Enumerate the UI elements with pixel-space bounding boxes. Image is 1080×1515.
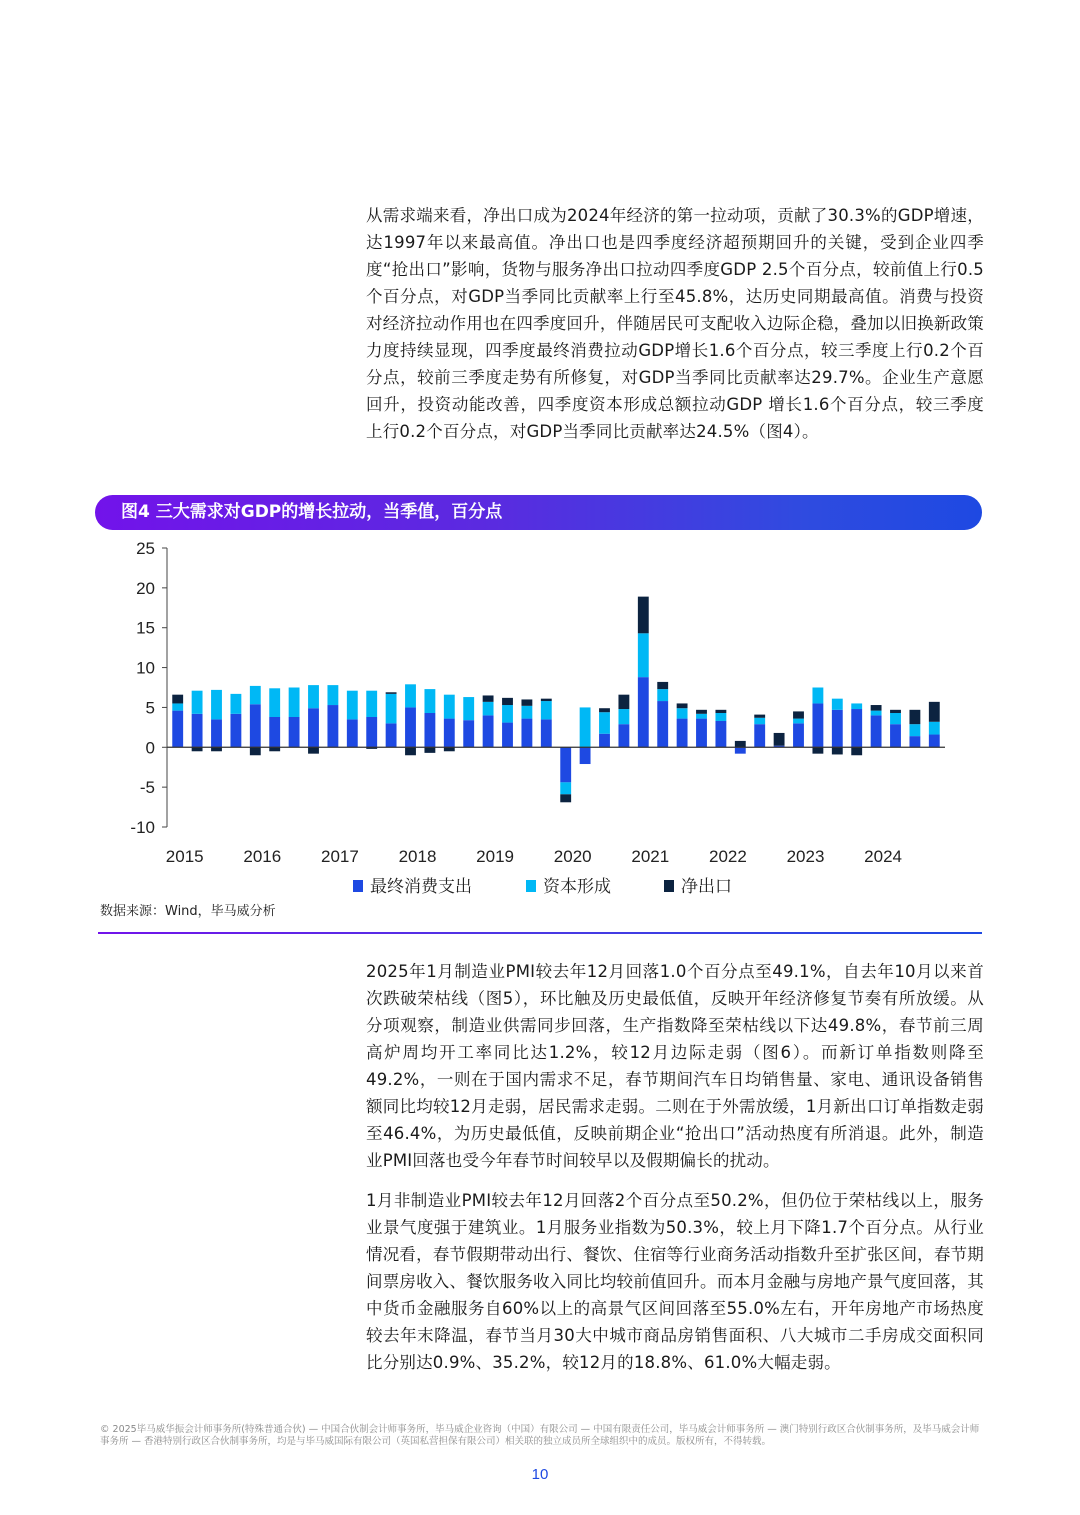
- legend-label-1: 资本形成: [543, 877, 611, 896]
- bar-2019Q4-series-0: [541, 719, 552, 747]
- bar-2024Q4-series-2: [929, 702, 940, 722]
- bar-2022Q1-series-2: [715, 710, 726, 713]
- bar-2018Q3-series-1: [444, 695, 455, 719]
- paragraph-demand: 从需求端来看，净出口成为2024年经济的第一拉动项，贡献了30.3%的GDP增速，达1997年以来最高值。净出口也是四季度经济超预期回升的关键，受到企业四季度“抢出口”影响，货物与服务净出口拉动四季度GDP 2.5个百分点，较前值上行0.5个百分点，对GDP当季同比贡献率上行至45.8%，达历史同期最高值。消费与投资对经济拉动作用也在四季度回升，伴随居民可支配收入边际企稳，叠加以旧换新政策力度持续显现，四季度最终消费拉动GDP增长1.6个百分点，较三季度上行0.2个百分点，较前三季度走势有所修复，对GDP当季同比贡献率达29.7%。企业生产意愿回升，投资动能改善，四季度资本形成总额拉动GDP 增长1.6个百分点，较三季度上行0.2个百分点，对GDP当季同比贡献率达24.5%（图4）。: [366, 206, 984, 441]
- bar-2016Q3-series-1: [289, 688, 300, 717]
- bar-2019Q2-series-2: [502, 698, 513, 705]
- bar-2024Q2-series-1: [890, 713, 901, 724]
- x-tick-label: 2016: [243, 847, 282, 866]
- bar-2024Q3-series-2: [909, 710, 920, 724]
- bar-2019Q1-series-2: [483, 695, 494, 701]
- bar-2024Q4-series-0: [929, 735, 940, 748]
- bar-2015Q2-series-0: [192, 714, 203, 747]
- bar-2022Q3-series-1: [754, 718, 765, 724]
- x-tick-label: 2015: [165, 847, 204, 866]
- bar-2022Q2-series-2: [735, 741, 746, 747]
- paragraph-non-manufacturing-pmi: 1月非制造业PMI较去年12月回落2个百分点至50.2%，但仍位于荣枯线以上，服务业景气度强于建筑业。1月服务业指数为50.3%，较上月下降1.7个百分点。从行业情况看，春节假期带动出行、餐饮、住宿等行业商务活动指数升至扩张区间，春节期间票房收入、餐饮服务收入同比均较前值回升。而本月金融与房地产景气度回落，其中货币金融服务自60%以上的高景气区间回落至55.0%左右，开年房地产市场热度较去年末降温，春节当月30大中城市商品房销售面积、八大城市二手房成交面积同比分别达0.9%、35.2%，较12月的18.8%、61.0%大幅走弱。: [366, 1191, 984, 1372]
- bar-2017Q3-series-0: [366, 717, 377, 747]
- bar-2015Q4-series-1: [230, 694, 241, 714]
- bar-2016Q2-series-0: [269, 717, 280, 747]
- paragraph-manufacturing-pmi: 2025年1月制造业PMI较去年12月回落1.0个百分点至49.1%，自去年10月以来首次跌破荣枯线（图5），环比触及历史最低值，反映开年经济修复节奏有所放缓。从分项观察，制造业供需同步回落，生产指数降至荣枯线以下达49.8%，春节前三周高炉周均开工率同比达1.2%，较12月边际走弱（图6）。而新订单指数则降至49.2%，一则在于国内需求不足，春节期间汽车日均销售量、家电、通讯设备销售额同比均较12月走弱，居民需求走弱。二则在于外需放缓，1月新出口订单指数走弱至46.4%，为历史最低值，反映前期企业“抢出口”活动热度有所消退。此外，制造业PMI回落也受今年春节时间较早以及假期偏长的扰动。: [366, 962, 984, 1170]
- bar-2016Q4-series-2: [308, 747, 319, 753]
- bar-2023Q3-series-0: [832, 710, 843, 747]
- bar-2021Q3-series-0: [677, 719, 688, 748]
- page-number: 10: [531, 1466, 549, 1483]
- bar-2020Q4-series-2: [618, 695, 629, 709]
- bar-2019Q1-series-1: [483, 702, 494, 716]
- bar-2018Q2-series-2: [424, 747, 435, 753]
- bar-2019Q3-series-1: [521, 706, 532, 719]
- bar-2017Q2-series-0: [347, 719, 358, 747]
- bar-2023Q1-series-1: [793, 719, 804, 724]
- bar-2018Q2-series-1: [424, 689, 435, 713]
- bar-2015Q3-series-1: [211, 690, 222, 719]
- bar-2017Q3-series-1: [366, 691, 377, 717]
- bar-2023Q4-series-0: [851, 709, 862, 747]
- bar-2018Q2-series-0: [424, 713, 435, 747]
- x-tick-label: 2019: [476, 847, 515, 866]
- bar-2015Q2-series-1: [192, 691, 203, 714]
- bar-2021Q3-series-2: [677, 703, 688, 708]
- bar-2019Q3-series-0: [521, 719, 532, 748]
- y-tick-label: -10: [130, 818, 155, 837]
- bar-2020Q3-series-2: [599, 708, 610, 712]
- figure-source: 数据来源：Wind，毕马威分析: [100, 904, 276, 919]
- bar-2018Q4-series-1: [463, 697, 474, 720]
- bar-2024Q1-series-1: [871, 711, 882, 716]
- bar-2024Q2-series-0: [890, 724, 901, 747]
- y-tick-label: 10: [136, 658, 155, 678]
- bar-2016Q1-series-0: [250, 704, 261, 747]
- bar-2017Q1-series-0: [327, 705, 338, 747]
- legend-swatch-1: [526, 880, 536, 892]
- bar-2022Q3-series-2: [754, 715, 765, 718]
- bar-2021Q1-series-1: [638, 633, 649, 677]
- bar-2019Q2-series-1: [502, 705, 513, 723]
- bar-2024Q1-series-2: [871, 705, 882, 711]
- bar-2020Q2-series-0: [580, 747, 591, 764]
- bar-2019Q4-series-1: [541, 701, 552, 719]
- bar-2021Q4-series-2: [696, 710, 707, 714]
- bar-2020Q4-series-0: [618, 724, 629, 747]
- section-divider: [98, 932, 982, 934]
- legend-label-2: 净出口: [681, 877, 732, 896]
- bar-2021Q2-series-1: [657, 689, 668, 701]
- bar-2016Q1-series-2: [250, 747, 261, 755]
- bar-2015Q4-series-0: [230, 714, 241, 747]
- x-tick-label: 2018: [398, 847, 437, 866]
- x-tick-label: 2021: [631, 847, 670, 866]
- bar-2024Q1-series-0: [871, 715, 882, 747]
- bar-2020Q4-series-1: [618, 709, 629, 724]
- bar-2016Q4-series-1: [308, 685, 319, 708]
- bar-2019Q1-series-0: [483, 715, 494, 747]
- bar-2022Q1-series-1: [715, 713, 726, 721]
- bar-2022Q2-series-0: [735, 747, 746, 753]
- legend-swatch-0: [353, 880, 363, 892]
- bar-2017Q1-series-1: [327, 685, 338, 705]
- bar-2021Q1-series-0: [638, 677, 649, 747]
- bar-2022Q1-series-0: [715, 721, 726, 747]
- bar-2020Q1-series-2: [560, 794, 571, 802]
- y-tick-label: 15: [136, 618, 155, 638]
- y-tick-label: 25: [136, 539, 155, 558]
- stacked-bar-chart: [95, 532, 975, 897]
- y-tick-label: 0: [145, 738, 155, 758]
- x-tick-label: 2022: [708, 847, 747, 866]
- bar-2017Q4-series-0: [386, 723, 397, 747]
- bar-2023Q1-series-2: [793, 711, 804, 718]
- bar-2015Q1-series-2: [172, 695, 183, 704]
- bar-2021Q1-series-2: [638, 597, 649, 634]
- bar-2023Q2-series-2: [812, 747, 823, 753]
- bar-2022Q4-series-2: [774, 733, 785, 746]
- x-tick-label: 2023: [786, 847, 825, 866]
- bar-2023Q3-series-2: [832, 747, 843, 754]
- bar-2021Q4-series-1: [696, 714, 707, 719]
- bar-2020Q2-series-1: [580, 707, 591, 747]
- x-tick-label: 2020: [553, 847, 592, 866]
- bar-2023Q2-series-1: [812, 688, 823, 704]
- bar-2021Q4-series-0: [696, 719, 707, 748]
- bar-2023Q3-series-1: [832, 699, 843, 710]
- bar-2022Q3-series-0: [754, 724, 765, 747]
- legend-swatch-2: [664, 880, 674, 892]
- x-tick-label: 2017: [320, 847, 359, 866]
- bar-2023Q4-series-1: [851, 703, 862, 709]
- bar-2015Q1-series-0: [172, 711, 183, 748]
- bar-2015Q3-series-0: [211, 719, 222, 747]
- bar-2016Q2-series-1: [269, 688, 280, 717]
- x-tick-label: 2024: [864, 847, 903, 866]
- bar-2020Q1-series-0: [560, 747, 571, 782]
- bar-2021Q2-series-2: [657, 682, 668, 689]
- bar-2018Q3-series-0: [444, 719, 455, 748]
- bar-2018Q1-series-1: [405, 684, 416, 707]
- bar-2024Q2-series-2: [890, 710, 901, 713]
- bar-2017Q4-series-1: [386, 694, 397, 723]
- y-tick-label: -5: [139, 778, 155, 798]
- bar-2019Q4-series-2: [541, 699, 552, 701]
- bar-2021Q3-series-1: [677, 708, 688, 718]
- bar-2019Q2-series-0: [502, 723, 513, 748]
- y-tick-label: 5: [145, 698, 155, 718]
- bar-2023Q1-series-0: [793, 723, 804, 747]
- bar-2024Q3-series-0: [909, 736, 920, 747]
- bar-2016Q3-series-0: [289, 717, 300, 747]
- bar-2016Q4-series-0: [308, 708, 319, 747]
- bar-2018Q4-series-0: [463, 720, 474, 747]
- bar-2017Q2-series-1: [347, 691, 358, 720]
- figure-title-banner: 图4 三大需求对GDP的增长拉动，当季值，百分点: [95, 495, 982, 530]
- bar-2020Q1-series-1: [560, 782, 571, 794]
- bar-2019Q3-series-2: [521, 699, 532, 705]
- bar-2020Q3-series-1: [599, 712, 610, 734]
- bar-2018Q1-series-2: [405, 747, 416, 755]
- bar-2023Q4-series-2: [851, 747, 862, 755]
- bar-2015Q1-series-1: [172, 703, 183, 710]
- bar-2023Q2-series-0: [812, 703, 823, 747]
- bar-2024Q3-series-1: [909, 724, 920, 736]
- bar-2017Q4-series-2: [386, 692, 397, 694]
- bar-2021Q2-series-0: [657, 701, 668, 747]
- bar-2024Q4-series-1: [929, 722, 940, 735]
- legend-label-0: 最终消费支出: [370, 877, 472, 896]
- bar-2016Q1-series-1: [250, 686, 261, 704]
- bar-2020Q3-series-0: [599, 734, 610, 748]
- bar-2018Q1-series-0: [405, 707, 416, 747]
- y-tick-label: 20: [136, 578, 155, 598]
- copyright-notice: © 2025毕马威华振会计师事务所(特殊普通合伙) — 中国合伙制会计师事务所，毕马威企业咨询（中国）有限公司 — 中国有限责任公司，毕马威会计师事务所 — 澳门特别行政区合伙制事务所，及毕马威会计师事务所 — 香港特别行政区合伙制事务所，均是与毕马威国际有限公司（英国私营担保有限公司）相关联的独立成员所全球组织中的成员。版权所有，不得转载。: [100, 1424, 980, 1447]
